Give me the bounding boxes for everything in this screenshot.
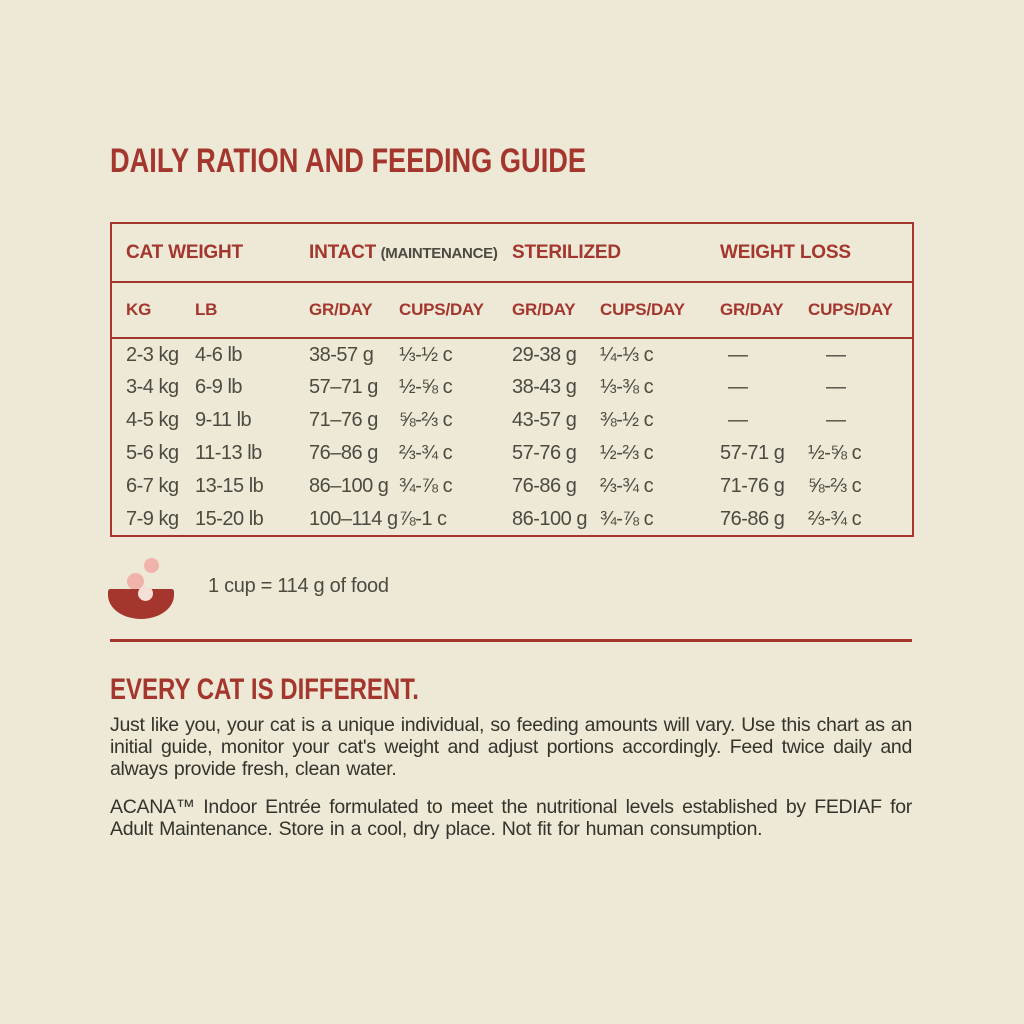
kibble-bowl-icon	[108, 551, 178, 621]
cell-intact-gr: 71–76 g	[309, 409, 378, 431]
cell-weight-loss-cups: ⅝-⅔ c	[808, 475, 862, 497]
cell-weight-loss-cups: —	[826, 409, 846, 431]
cell-intact-gr: 38-57 g	[309, 343, 374, 366]
cell-weight-loss-cups: ⅔-¾ c	[808, 507, 862, 530]
cell-sterilized-cups: ⅔-¾ c	[600, 475, 654, 497]
feeding-table	[110, 222, 914, 537]
cell-intact-cups: ⅝-⅔ c	[399, 409, 453, 431]
subheader-lb: LB	[191, 282, 295, 338]
cell-intact-gr: 100–114 g	[309, 507, 398, 530]
table-row	[111, 437, 913, 470]
cell-intact-cups: ½-⅝ c	[399, 376, 453, 398]
col-group-intact	[295, 223, 498, 282]
subheader-intact-cups-day: CUPS/DAY	[395, 282, 498, 338]
col-group-weight-loss-label: WEIGHT LOSS	[720, 241, 851, 263]
table-row	[111, 338, 913, 371]
cell-lb: 15-20 lb	[195, 507, 264, 530]
cell-weight-loss-cups: —	[826, 376, 846, 398]
cell-kg: 3-4 kg	[126, 376, 179, 398]
cell-weight-loss-cups: ½-⅝ c	[808, 442, 862, 464]
cell-lb: 11-13 lb	[195, 442, 262, 464]
cell-weight-loss-gr: 71-76 g	[720, 475, 785, 497]
col-group-weight-loss	[706, 223, 913, 282]
col-group-sterilized-label: STERILIZED	[512, 241, 621, 263]
cell-sterilized-cups: ⅓-⅜ c	[600, 376, 654, 398]
cell-weight-loss-gr: 57-71 g	[720, 442, 785, 464]
cell-sterilized-gr: 43-57 g	[512, 409, 577, 431]
feeding-advice-paragraph: Just like you, your cat is a unique individual, so feeding amounts will vary. Use this chart as an initial guide, monitor your cat's weight and adjust portions accordingly. Feed twice daily and always provide fresh, clean water.	[110, 714, 912, 780]
col-group-cat-weight	[111, 223, 295, 282]
cell-intact-gr: 57–71 g	[309, 376, 378, 398]
cell-sterilized-cups: ¾-⅞ c	[600, 507, 654, 530]
cell-sterilized-cups: ½-⅔ c	[600, 442, 654, 464]
cell-sterilized-gr: 38-43 g	[512, 376, 577, 398]
subheader-weight-loss-gr-day: GR/DAY	[706, 282, 804, 338]
section-divider	[110, 639, 912, 642]
compliance-paragraph: ACANA™ Indoor Entrée formulated to meet the nutritional levels established by FEDIAF for Adult Maintenance. Store in a cool, dry place. Not fit for human consumption.	[110, 796, 912, 840]
table-row	[111, 371, 913, 404]
col-group-cat-weight-label: CAT WEIGHT	[126, 241, 243, 263]
kibble-dot-icon	[138, 586, 153, 601]
cell-intact-cups: ⅔-¾ c	[399, 442, 453, 464]
subheader-kg: KG	[111, 282, 191, 338]
cell-intact-cups: ¾-⅞ c	[399, 475, 453, 497]
cell-lb: 9-11 lb	[195, 409, 252, 431]
cell-sterilized-cups: ¼-⅓ c	[600, 343, 654, 366]
feeding-guide-panel	[110, 0, 912, 840]
cell-sterilized-gr: 76-86 g	[512, 475, 577, 497]
cell-intact-cups: ⅓-½ c	[399, 343, 453, 366]
cell-intact-cups: ⅞-1 c	[399, 507, 447, 530]
cell-weight-loss-gr: 76-86 g	[720, 507, 785, 530]
cell-kg: 5-6 kg	[126, 442, 179, 464]
cell-kg: 4-5 kg	[126, 409, 179, 431]
cup-equivalence-note: 1 cup = 114 g of food	[208, 574, 389, 597]
cell-intact-gr: 86–100 g	[309, 475, 389, 497]
table-row	[111, 404, 913, 437]
subheader-intact-gr-day: GR/DAY	[295, 282, 395, 338]
cell-sterilized-gr: 57-76 g	[512, 442, 577, 464]
subheader-weight-loss-cups-day: CUPS/DAY	[804, 282, 913, 338]
cell-sterilized-gr: 86-100 g	[512, 507, 587, 530]
cell-lb: 4-6 lb	[195, 343, 243, 366]
section-heading: EVERY CAT IS DIFFERENT.	[110, 673, 419, 706]
cell-sterilized-gr: 29-38 g	[512, 343, 577, 366]
cell-weight-loss-gr: —	[728, 409, 748, 431]
cell-weight-loss-gr: —	[728, 376, 748, 398]
col-group-intact-sublabel: (MAINTENANCE)	[380, 244, 498, 262]
col-group-sterilized	[498, 223, 706, 282]
cell-kg: 2-3 kg	[126, 343, 179, 366]
kibble-dot-icon	[144, 558, 159, 573]
cell-kg: 7-9 kg	[126, 507, 179, 530]
col-group-intact-label: INTACT	[309, 241, 377, 263]
cup-equivalence-row	[110, 551, 912, 621]
table-row	[111, 503, 913, 536]
cell-lb: 6-9 lb	[195, 376, 243, 398]
table-row	[111, 470, 913, 503]
table-subheader-row	[111, 282, 913, 338]
table-group-header-row	[111, 223, 913, 282]
subheader-sterilized-cups-day: CUPS/DAY	[596, 282, 706, 338]
cell-weight-loss-gr: —	[728, 343, 748, 366]
cell-intact-gr: 76–86 g	[309, 442, 378, 464]
subheader-sterilized-gr-day: GR/DAY	[498, 282, 596, 338]
page-title: DAILY RATION AND FEEDING GUIDE	[110, 142, 587, 180]
cell-lb: 13-15 lb	[195, 475, 264, 497]
cell-kg: 6-7 kg	[126, 475, 179, 497]
cell-sterilized-cups: ⅜-½ c	[600, 409, 654, 431]
cell-weight-loss-cups: —	[826, 343, 846, 366]
